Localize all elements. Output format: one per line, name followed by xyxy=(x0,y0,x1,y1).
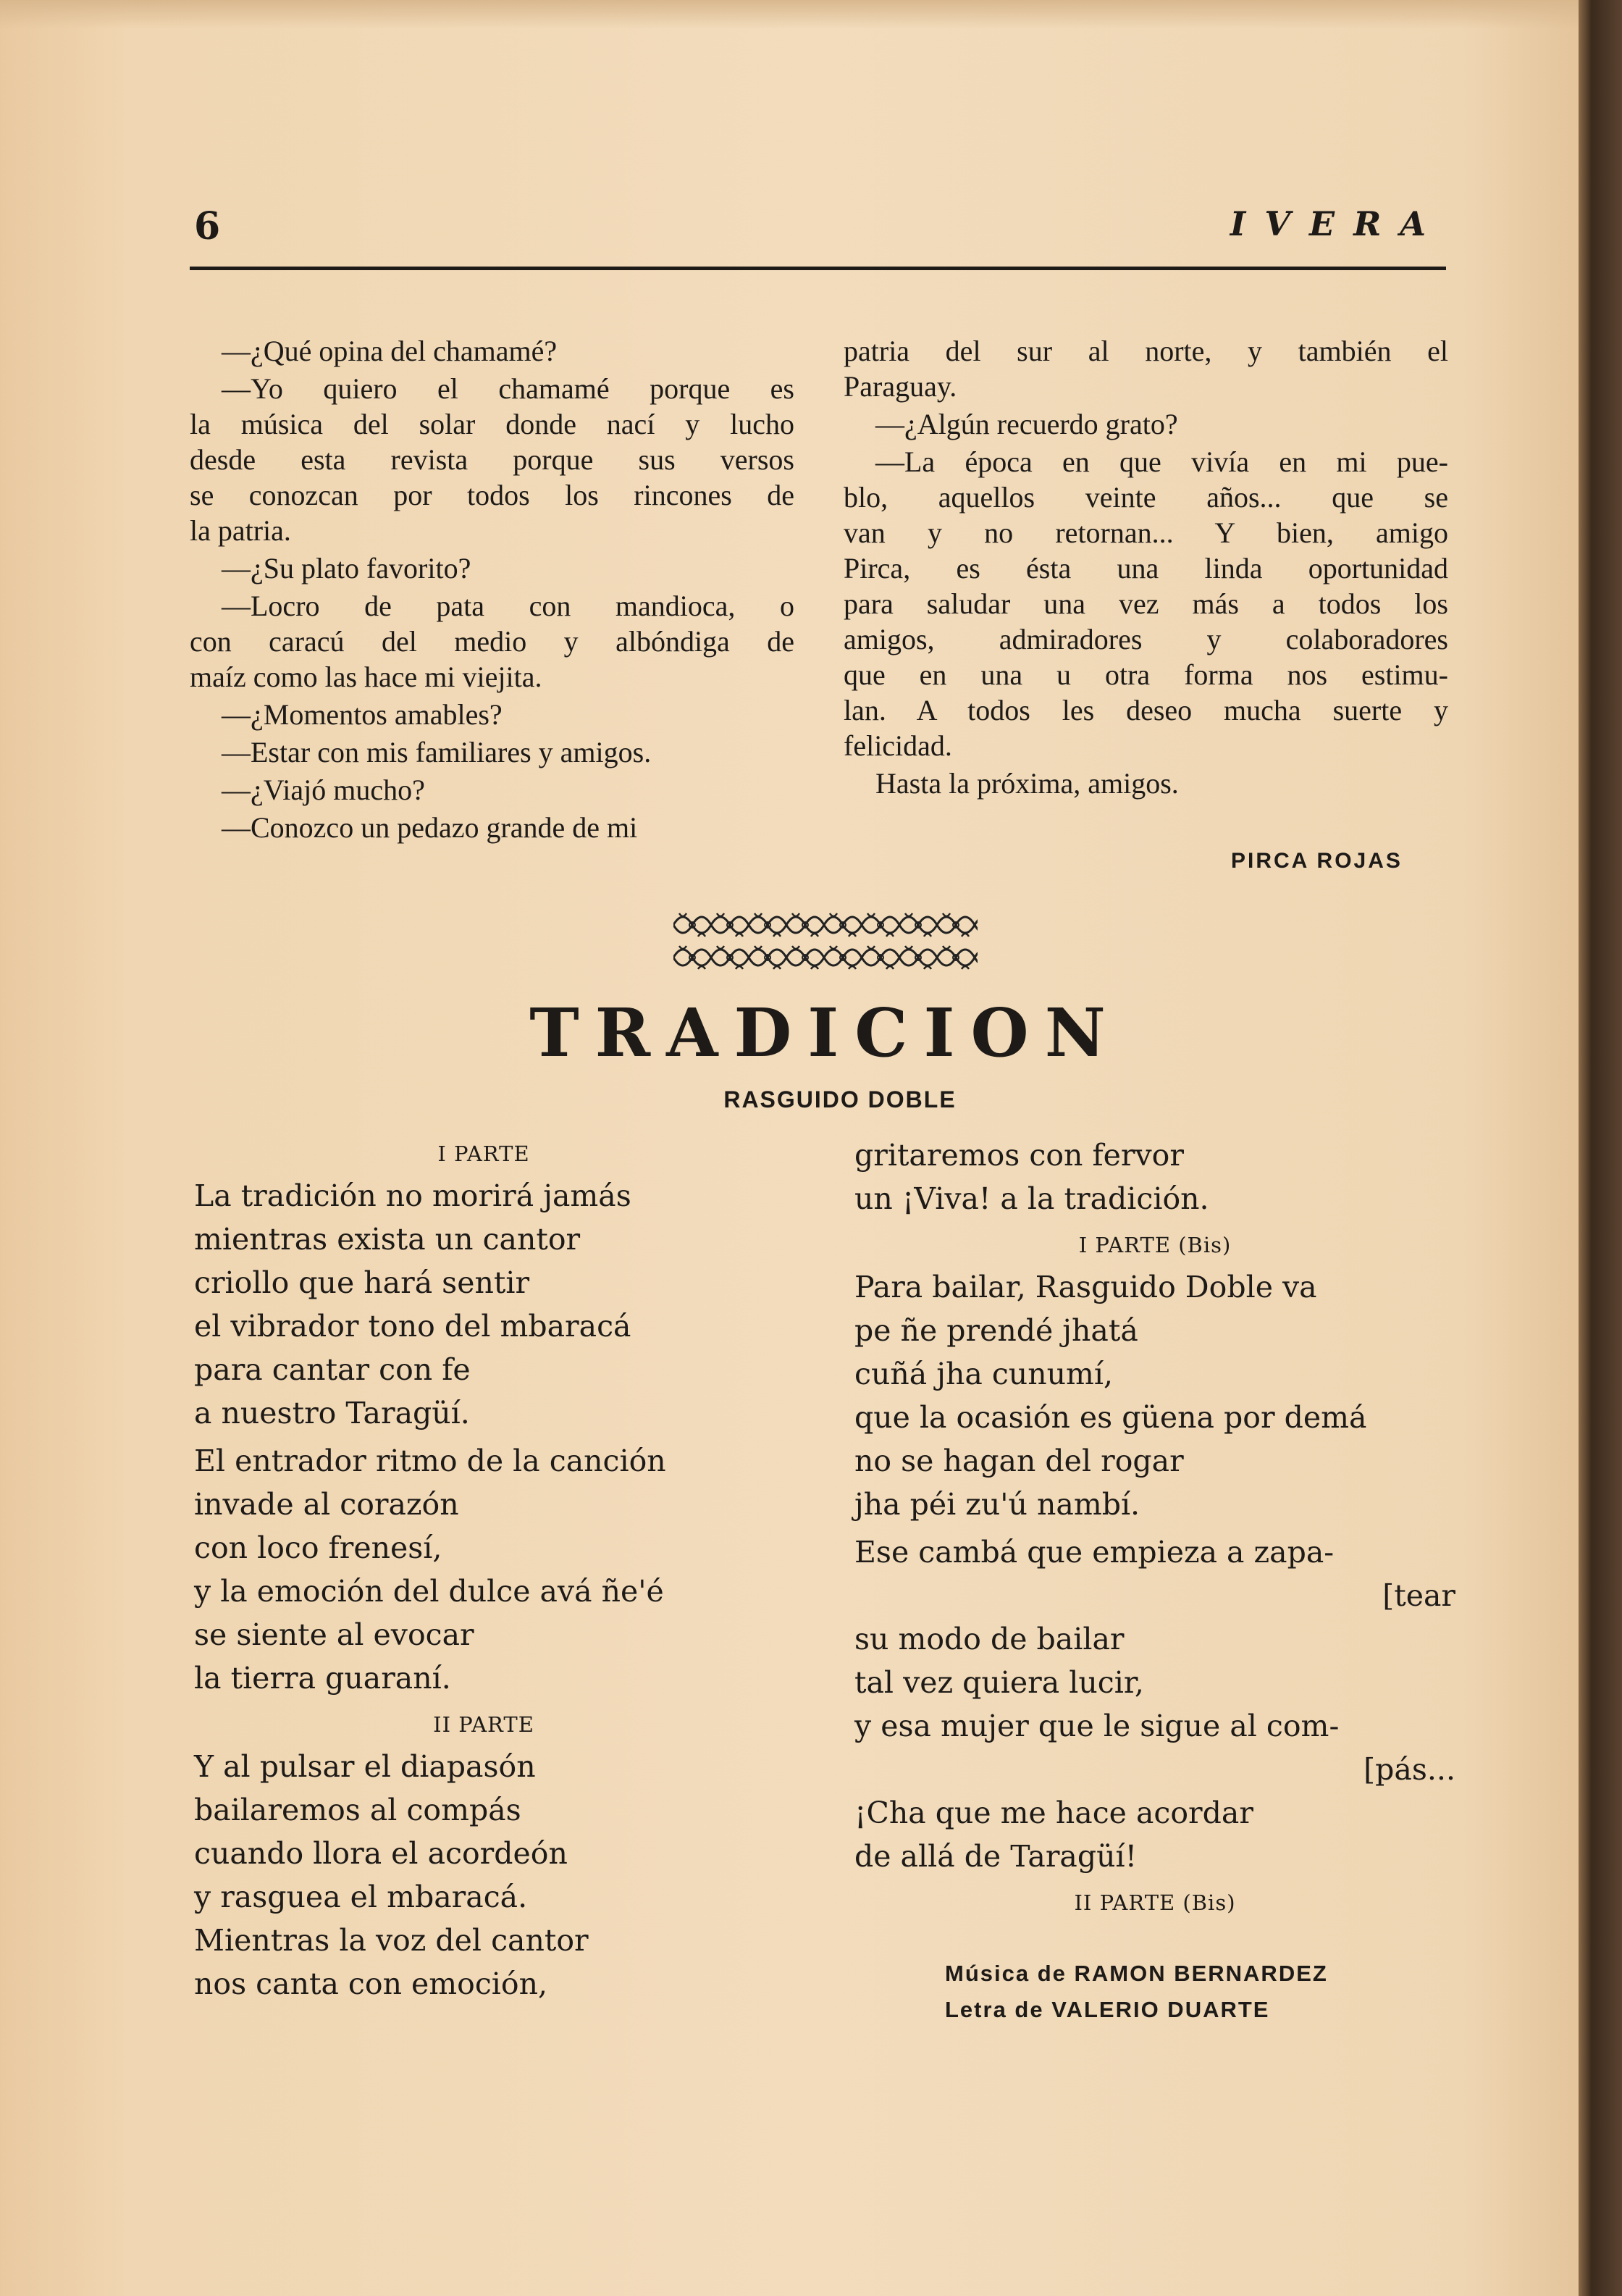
verse-line: Para bailar, Rasguido Doble va xyxy=(854,1270,1317,1304)
interview-paragraph xyxy=(190,550,794,586)
song-stanza xyxy=(854,1882,1455,1923)
lyrics-credit: Letra de VALERIO DUARTE xyxy=(945,1997,1270,2022)
interview-line: patria del sur al norte, y también el xyxy=(844,335,1448,367)
header-rule xyxy=(190,267,1446,270)
verse-line: El entrador ritmo de la canción xyxy=(194,1444,666,1478)
verse-line: su modo de bailar xyxy=(854,1622,1125,1656)
verse-line: tal vez quiera lucir, xyxy=(854,1665,1144,1700)
verse-line: [pás... xyxy=(1363,1752,1455,1787)
verse-line: se siente al evocar xyxy=(194,1617,474,1652)
verse-line: Ese cambá que empieza a zapa- xyxy=(854,1535,1335,1570)
interview-paragraph xyxy=(190,371,794,548)
song-subtitle: RASGUIDO DOBLE xyxy=(723,1086,957,1113)
interview-paragraph xyxy=(190,588,794,695)
verse-line: [tear xyxy=(1382,1578,1455,1613)
interview-line: —¿Viajó mucho? xyxy=(222,774,425,806)
verse-line: de allá de Taragüí! xyxy=(854,1839,1138,1874)
interview-line: maíz como las hace mi viejita. xyxy=(190,661,542,693)
song-stanza xyxy=(194,1134,773,1435)
interview-line: felicidad. xyxy=(844,729,952,762)
verse-line: mientras exista un cantor xyxy=(194,1222,581,1257)
verse-line: la tierra guaraní. xyxy=(194,1661,451,1696)
verse-line: Mientras la voz del cantor xyxy=(194,1923,589,1958)
verse-line: el vibrador tono del mbaracá xyxy=(194,1309,631,1344)
interview-line: —¿Momentos amables? xyxy=(222,698,503,731)
section-heading: I PARTE (Bis) xyxy=(1078,1233,1232,1257)
interview-line: —¿Qué opina del chamamé? xyxy=(222,335,558,367)
ornament-icon xyxy=(673,909,978,978)
verse-line: nos canta con emoción, xyxy=(194,1966,548,2001)
interview-line: la patria. xyxy=(190,514,291,547)
section-heading: II PARTE (Bis) xyxy=(1074,1890,1236,1915)
verse-line: bailaremos al compás xyxy=(194,1793,521,1827)
song-right-column xyxy=(854,1134,1455,1927)
interview-line: —Yo quiero el chamamé porque es xyxy=(222,372,794,405)
song-left-column xyxy=(194,1134,773,2010)
song-credits xyxy=(945,1956,1328,2028)
verse-line: criollo que hará sentir xyxy=(194,1265,530,1300)
verse-line: y la emoción del dulce avá ñe'é xyxy=(194,1574,664,1609)
verse-line: ¡Cha que me hace acordar xyxy=(854,1796,1253,1830)
verse-line: y esa mujer que le sigue al com- xyxy=(854,1709,1340,1743)
interview-right-column xyxy=(844,333,1448,803)
interview-line: Pirca, es ésta una linda oportunidad xyxy=(844,552,1448,585)
verse-line: que la ocasión es güena por demá xyxy=(854,1400,1367,1435)
page-top-edge xyxy=(0,0,1579,29)
verse-line: con loco frenesí, xyxy=(194,1530,442,1565)
interview-line: desde esta revista porque sus versos xyxy=(190,443,794,476)
verse-line: a nuestro Taragüí. xyxy=(194,1396,470,1430)
interview-line: Paraguay. xyxy=(844,370,957,403)
interview-paragraph xyxy=(844,766,1448,801)
binding-edge xyxy=(1579,0,1622,2296)
verse-line: para cantar con fe xyxy=(194,1352,471,1387)
interview-paragraph xyxy=(844,444,1448,763)
song-stanza xyxy=(194,1704,773,2006)
section-heading: I PARTE xyxy=(437,1141,530,1166)
interview-line: con caracú del medio y albóndiga de xyxy=(190,625,794,658)
interview-left-column xyxy=(190,333,794,847)
verse-line: cuando llora el acordeón xyxy=(194,1836,568,1871)
interview-line: —Estar con mis familiares y amigos. xyxy=(222,736,652,768)
interview-line: se conozcan por todos los rincones de xyxy=(190,479,794,511)
verse-line: pe ñe prendé jhatá xyxy=(854,1313,1138,1348)
interview-paragraph xyxy=(190,810,794,845)
interview-line: —La época en que vivía en mi pue- xyxy=(875,445,1448,478)
interview-paragraph xyxy=(190,734,794,770)
section-heading: II PARTE xyxy=(433,1712,534,1737)
page-number: 6 xyxy=(194,204,221,248)
interview-line: que en una u otra forma nos estimu- xyxy=(844,658,1448,691)
verse-line: jha péi zu'ú nambí. xyxy=(854,1487,1140,1522)
verse-line: Y al pulsar el diapasón xyxy=(194,1749,536,1784)
interview-line: —Locro de pata con mandioca, o xyxy=(222,590,794,622)
verse-line: y rasguea el mbaracá. xyxy=(194,1880,528,1914)
song-stanza xyxy=(854,1134,1455,1220)
interview-line: van y no retornan... Y bien, amigo xyxy=(844,516,1448,549)
verse-line: La tradición no morirá jamás xyxy=(194,1178,631,1213)
interview-line: —Conozco un pedazo grande de mi xyxy=(222,811,638,844)
music-credit: Música de RAMON BERNARDEZ xyxy=(945,1961,1328,1986)
magazine-name: IVERA xyxy=(1230,204,1445,243)
verse-line: no se hagan del rogar xyxy=(854,1444,1184,1478)
interview-paragraph xyxy=(190,697,794,732)
interview-paragraph xyxy=(844,406,1448,442)
song-stanza xyxy=(854,1225,1455,1526)
interview-line: —¿Algún recuerdo grato? xyxy=(875,408,1178,440)
interview-line: blo, aquellos veinte años... que se xyxy=(844,481,1448,514)
interview-paragraph xyxy=(844,333,1448,404)
interview-paragraph xyxy=(190,772,794,808)
interview-line: —¿Su plato favorito? xyxy=(222,552,471,585)
interview-line: para saludar una vez más a todos los xyxy=(844,587,1448,620)
song-stanza xyxy=(194,1439,773,1700)
interview-paragraph xyxy=(190,333,794,369)
verse-line: invade al corazón xyxy=(194,1487,459,1522)
interview-line: Hasta la próxima, amigos. xyxy=(875,767,1179,800)
song-title: TRADICION xyxy=(529,994,1122,1072)
verse-line: gritaremos con fervor xyxy=(854,1138,1184,1173)
song-stanza xyxy=(854,1530,1455,1878)
interview-line: amigos, admiradores y colaboradores xyxy=(844,623,1448,655)
verse-line: un ¡Viva! a la tradición. xyxy=(854,1181,1209,1216)
verse-line: cuñá jha cunumí, xyxy=(854,1357,1114,1391)
interview-signature: PIRCA ROJAS xyxy=(1231,849,1403,873)
interview-line: la música del solar donde nací y lucho xyxy=(190,408,794,440)
interview-line: lan. A todos les deseo mucha suerte y xyxy=(844,694,1448,726)
